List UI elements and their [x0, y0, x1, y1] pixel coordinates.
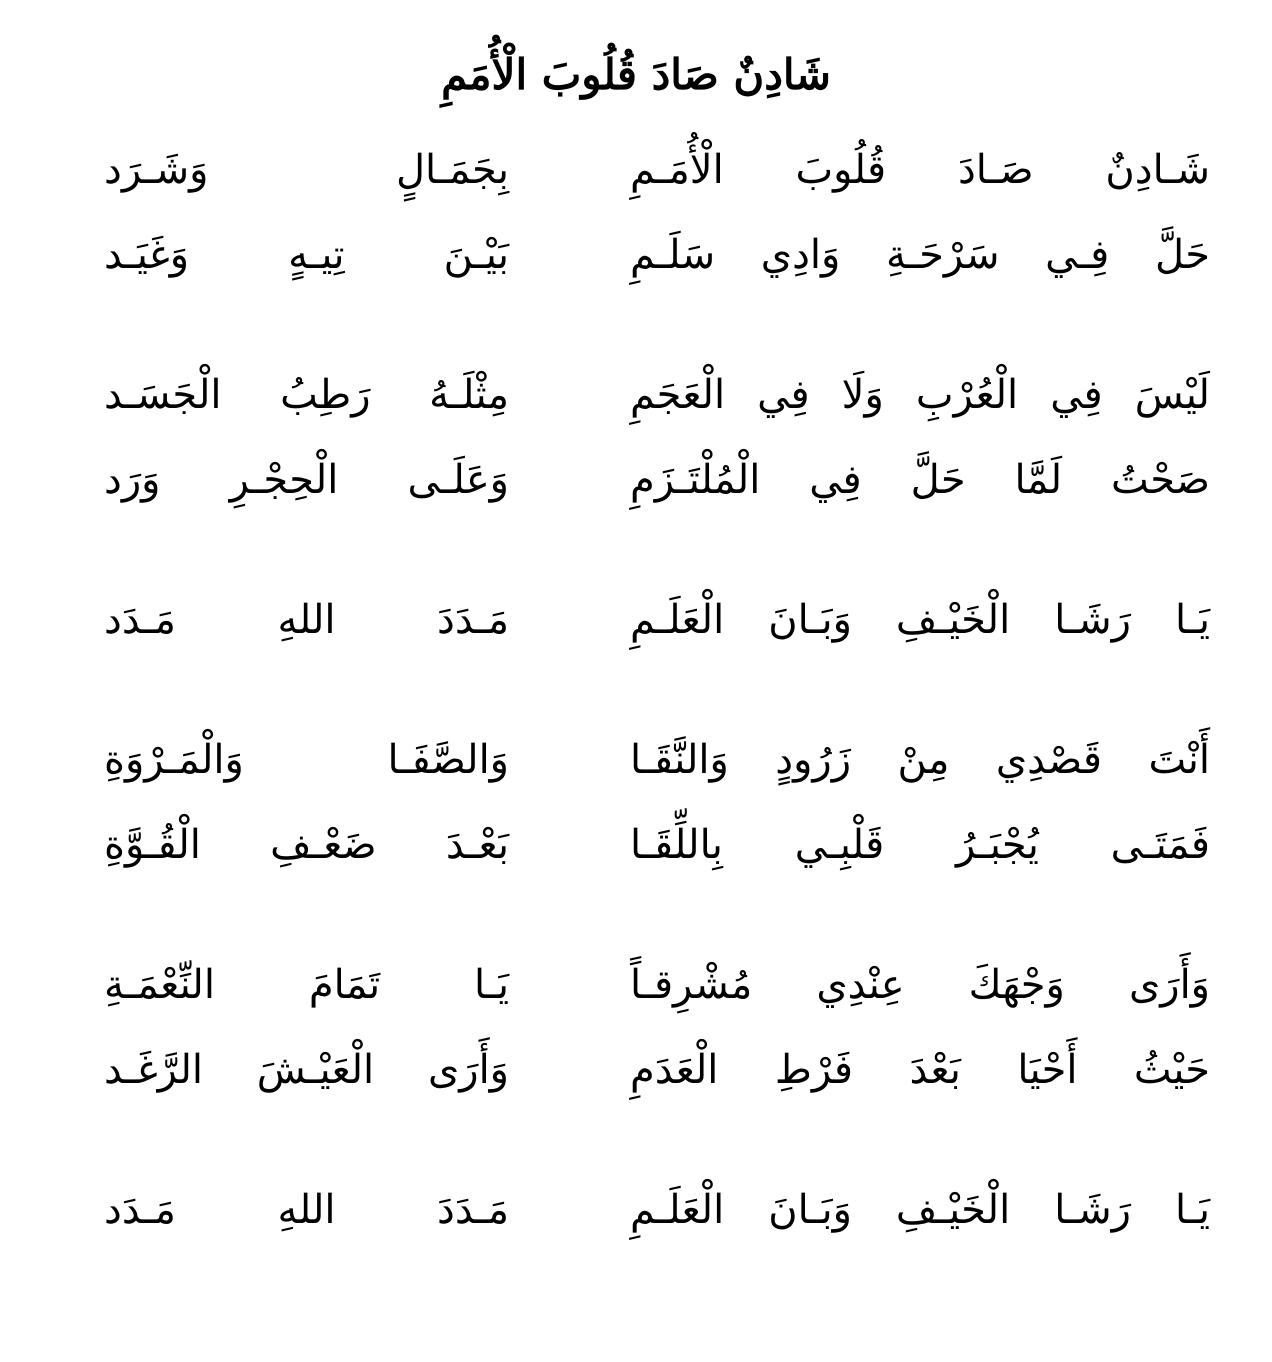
verse-word: اللهِ — [277, 1187, 336, 1233]
second-hemistich — [104, 445, 509, 515]
verse-word: الْعَلَـمِ — [630, 1187, 725, 1233]
verse-word: يُجْبَـرُ — [956, 822, 1039, 868]
verse-word: سَلَـمِ — [630, 232, 716, 278]
verse-word: وَلَا — [841, 372, 884, 418]
verse-word: أَحْيَا — [1017, 1047, 1078, 1093]
verse-word: وَرَد — [104, 457, 161, 503]
verse-word: وَأَرَى — [1128, 962, 1210, 1008]
verse-line — [0, 1035, 1272, 1105]
verse-word: فِي — [757, 372, 810, 418]
second-hemistich — [104, 135, 509, 205]
verse-word: وَالصَّفَـا — [387, 737, 509, 783]
verse-word: بَعْدَ — [909, 1047, 961, 1093]
verse-word: بَيْـنَ — [443, 232, 509, 278]
verse-word: وَعَلَـى — [407, 457, 509, 503]
verse-word: الْعَجَمِ — [630, 372, 726, 418]
verse-word: قَصْدِي — [995, 737, 1102, 783]
verse-word: فِي — [1050, 372, 1103, 418]
verse-line — [0, 135, 1272, 205]
verse-word: وَجْهَكَ — [968, 962, 1065, 1008]
first-hemistich — [630, 220, 1210, 290]
verse-word: الْقُـوَّةِ — [104, 822, 201, 868]
first-hemistich — [630, 1035, 1210, 1105]
verse-line — [0, 810, 1272, 880]
verse-word: يَـا — [1174, 1187, 1210, 1233]
first-hemistich — [630, 360, 1210, 430]
verse-word: وَالنَّقَـا — [630, 737, 729, 783]
verse-line — [0, 1175, 1272, 1245]
verse-word: بَعْـدَ — [445, 822, 509, 868]
verse-word: مَـدَد — [104, 597, 176, 643]
verse-word: فَرْطِ — [774, 1047, 854, 1093]
verse-word: ضَعْـفِ — [270, 822, 377, 868]
first-hemistich — [630, 585, 1210, 655]
verse-word: الْحِجْـرِ — [229, 457, 339, 503]
verse-word: الْجَسَـد — [104, 372, 222, 418]
first-hemistich — [630, 1175, 1210, 1245]
verse-word: قَلْبِـي — [794, 822, 885, 868]
verse-word: مُشْرِقـاً — [630, 962, 753, 1008]
verse-line — [0, 585, 1272, 655]
second-hemistich — [104, 950, 509, 1020]
verse-word: الْخَيْـفِ — [895, 1187, 1011, 1233]
verse-word: أَنْتَ — [1148, 737, 1210, 783]
verse-word: حَلَّ — [910, 457, 966, 503]
second-hemistich — [104, 585, 509, 655]
verse-word: سَرْحَـةِ — [885, 232, 1000, 278]
verse-word: الْعَلَـمِ — [630, 597, 725, 643]
second-hemistich — [104, 360, 509, 430]
verse-word: وَادِي — [760, 232, 841, 278]
verse-word: فِـي — [1045, 232, 1110, 278]
verse-line — [0, 445, 1272, 515]
verse-word: يَـا — [473, 962, 509, 1008]
verse-word: الْعَدَمِ — [630, 1047, 719, 1093]
verse-word: النِّعْمَـةِ — [104, 962, 215, 1008]
poem-title: شَادِنٌ صَادَ قُلُوبَ الْأُمَمِ — [441, 50, 831, 99]
verse-word: رَطِبُ — [280, 372, 371, 418]
verse-word: زَرُودٍ — [775, 737, 852, 783]
verse-word: حَيْثُ — [1133, 1047, 1210, 1093]
verse-line — [0, 220, 1272, 290]
verse-word: تِيـهٍ — [288, 232, 345, 278]
second-hemistich — [104, 1035, 509, 1105]
verse-word: صَحْتُ — [1110, 457, 1210, 503]
verse-word: وَالْمَـرْوَةِ — [104, 737, 244, 783]
first-hemistich — [630, 810, 1210, 880]
verse-word: الْخَيْـفِ — [895, 597, 1011, 643]
first-hemistich — [630, 725, 1210, 795]
verse-word: وَأَرَى — [427, 1047, 509, 1093]
verse-word: مَـدَدَ — [437, 597, 509, 643]
verse-word: مَـدَدَ — [437, 1187, 509, 1233]
verse-word: وَبَـانَ — [768, 1187, 852, 1233]
verse-word: رَشَـا — [1054, 597, 1131, 643]
verse-word: عِنْدِي — [816, 962, 905, 1008]
verse-word: بِجَمَـالٍ — [395, 147, 509, 193]
verse-word: مَـدَد — [104, 1187, 176, 1233]
verse-word: اللهِ — [277, 597, 336, 643]
verse-word: وَغَيَـد — [104, 232, 190, 278]
verse-word: يَـا — [1174, 597, 1210, 643]
second-hemistich — [104, 725, 509, 795]
first-hemistich — [630, 135, 1210, 205]
second-hemistich — [104, 220, 509, 290]
verse-word: الرَّغَـد — [104, 1047, 204, 1093]
verse-word: صَـادَ — [957, 147, 1034, 193]
verse-word: فِي — [809, 457, 862, 503]
verse-word: قُلُوبَ — [795, 147, 887, 193]
verse-line — [0, 725, 1272, 795]
verse-word: لَيْسَ — [1134, 372, 1210, 418]
verse-word: فَمَتَـى — [1110, 822, 1210, 868]
verse-word: وَشَـرَد — [104, 147, 209, 193]
verse-word: شَـادِنٌ — [1105, 147, 1210, 193]
verse-word: وَبَـانَ — [768, 597, 852, 643]
verse-line — [0, 950, 1272, 1020]
verse-word: الْأُمَـمِ — [630, 147, 724, 193]
second-hemistich — [104, 1175, 509, 1245]
verse-word: الْعَيْـشَ — [256, 1047, 375, 1093]
first-hemistich — [630, 950, 1210, 1020]
verse-word: الْمُلْتَـزَمِ — [630, 457, 761, 503]
verse-word: حَلَّ — [1154, 232, 1210, 278]
verse-line — [0, 360, 1272, 430]
verse-word: تَمَامَ — [308, 962, 381, 1008]
verse-word: مِثْلَـهُ — [429, 372, 509, 418]
verse-word: بِاللِّقَـا — [630, 822, 723, 868]
verse-word: لَمَّا — [1014, 457, 1063, 503]
verse-word: مِنْ — [897, 737, 950, 783]
first-hemistich — [630, 445, 1210, 515]
verse-word: رَشَـا — [1054, 1187, 1131, 1233]
verse-word: الْعُرْبِ — [915, 372, 1019, 418]
second-hemistich — [104, 810, 509, 880]
